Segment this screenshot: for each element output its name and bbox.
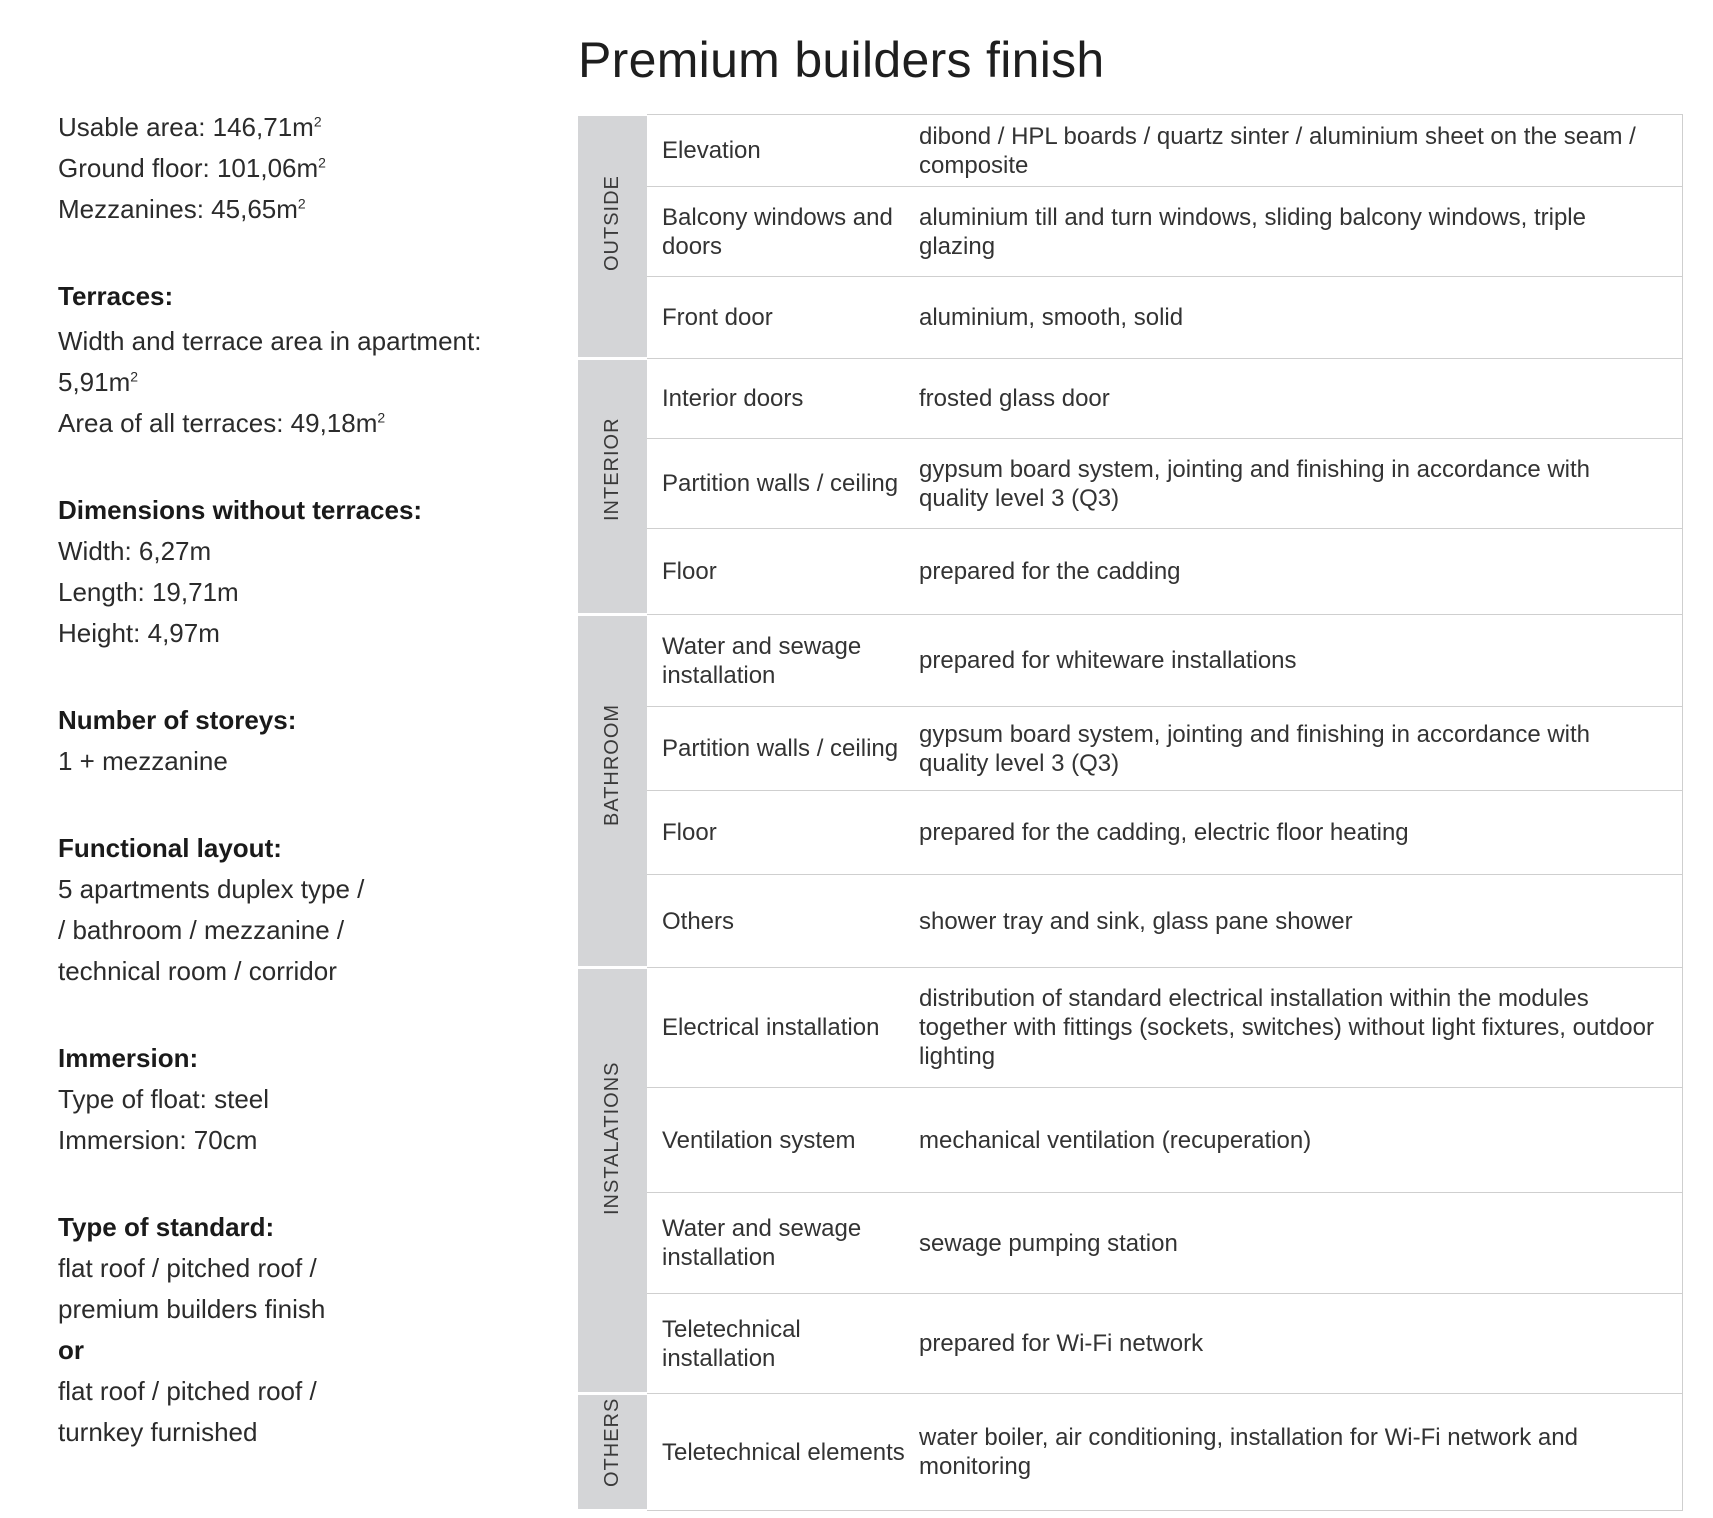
item-name: Partition walls / ceiling <box>647 439 915 529</box>
item-name: Balcony windows and doors <box>647 187 915 277</box>
page-title: Premium builders finish <box>578 32 1105 88</box>
item-value: aluminium, smooth, solid <box>915 277 1683 359</box>
item-value: dibond / HPL boards / quartz sinter / aluminium sheet on the seam / composite <box>915 115 1683 187</box>
item-name: Floor <box>647 529 915 615</box>
table-row <box>578 615 1683 707</box>
storeys-value: 1 + mezzanine <box>58 746 228 776</box>
storeys-heading: Number of storeys: <box>58 705 297 735</box>
item-name: Partition walls / ceiling <box>647 707 915 791</box>
standard-heading: Type of standard: <box>58 1212 275 1242</box>
item-name: Teletechnical elements <box>647 1394 915 1511</box>
table-row <box>578 1394 1683 1511</box>
item-value: shower tray and sink, glass pane shower <box>915 875 1683 968</box>
standard-or: or <box>58 1335 84 1365</box>
standard-line-2: premium builders finish <box>58 1294 326 1324</box>
table-row <box>578 529 1683 615</box>
dimension-height: Height: 4,97m <box>58 618 220 648</box>
dimensions-heading: Dimensions without terraces: <box>58 495 423 525</box>
table-row <box>578 1294 1683 1394</box>
specs-column <box>58 107 528 1453</box>
item-value: mechanical ventilation (recuperation) <box>915 1088 1683 1193</box>
table-row <box>578 707 1683 791</box>
standard-line-3: flat roof / pitched roof / <box>58 1376 317 1406</box>
item-name: Floor <box>647 791 915 875</box>
finish-spec-table <box>578 113 1683 1512</box>
table-row <box>578 968 1683 1088</box>
item-name: Ventilation system <box>647 1088 915 1193</box>
table-row <box>578 1088 1683 1193</box>
item-name: Water and sewage installation <box>647 615 915 707</box>
terraces-heading: Terraces: <box>58 281 174 311</box>
category-outside: OUTSIDE <box>578 115 647 359</box>
table-row <box>578 359 1683 439</box>
item-name: Interior doors <box>647 359 915 439</box>
table-row <box>578 115 1683 187</box>
item-name: Electrical installation <box>647 968 915 1088</box>
usable-area: Usable area: $146,71m^2$ <box>58 112 322 142</box>
immersion-heading: Immersion: <box>58 1043 199 1073</box>
item-name: Front door <box>647 277 915 359</box>
all-terraces-area: Area of all terraces: $49,18m^2$ <box>58 408 386 438</box>
item-value: frosted glass door <box>915 359 1683 439</box>
table-row <box>578 875 1683 968</box>
terrace-line-1: Width and terrace area in apartment: <box>58 326 482 356</box>
item-name: Teletechnical installation <box>647 1294 915 1394</box>
item-value: prepared for the cadding, electric floor heating <box>915 791 1683 875</box>
standard-line-1: flat roof / pitched roof / <box>58 1253 317 1283</box>
item-value: water boiler, air conditioning, installation for Wi-Fi network and monitoring <box>915 1394 1683 1511</box>
table-row <box>578 439 1683 529</box>
float-type: Type of float: steel <box>58 1084 270 1114</box>
layout-heading: Functional layout: <box>58 833 282 863</box>
mezzanines-area: Mezzanines: $45,65m^2$ <box>58 194 306 224</box>
item-value: prepared for whiteware installations <box>915 615 1683 707</box>
item-name: Water and sewage installation <box>647 1193 915 1294</box>
item-value: aluminium till and turn windows, sliding balcony windows, triple glazing <box>915 187 1683 277</box>
standard-line-4: turnkey furnished <box>58 1417 258 1447</box>
table-row <box>578 187 1683 277</box>
item-name: Others <box>647 875 915 968</box>
category-bathroom: BATHROOM <box>578 615 647 968</box>
item-value: sewage pumping station <box>915 1193 1683 1294</box>
dimension-length: Length: 19,71m <box>58 577 239 607</box>
layout-line-3: technical room / corridor <box>58 956 337 986</box>
table-row <box>578 277 1683 359</box>
dimension-width: Width: 6,27m <box>58 536 212 566</box>
item-value: gypsum board system, jointing and finishing in accordance with quality level 3 (Q3) <box>915 707 1683 791</box>
category-installations: INSTALATIONS <box>578 968 647 1394</box>
category-others: OTHERS <box>578 1394 647 1511</box>
item-value: prepared for Wi-Fi network <box>915 1294 1683 1394</box>
item-value: prepared for the cadding <box>915 529 1683 615</box>
table-row <box>578 791 1683 875</box>
terrace-area: $5,91m^2$ <box>58 367 139 397</box>
category-interior: INTERIOR <box>578 359 647 615</box>
ground-floor-area: Ground floor: $101,06m^2$ <box>58 153 326 183</box>
layout-line-1: 5 apartments duplex type / <box>58 874 365 904</box>
item-value: gypsum board system, jointing and finishing in accordance with quality level 3 (Q3) <box>915 439 1683 529</box>
layout-line-2: / bathroom / mezzanine / <box>58 915 345 945</box>
table-row <box>578 1193 1683 1294</box>
item-value: distribution of standard electrical installation within the modules together with fittings (sockets, switches) without light fixtures, outdoor lighting <box>915 968 1683 1088</box>
item-name: Elevation <box>647 115 915 187</box>
immersion-depth: Immersion: 70cm <box>58 1125 258 1155</box>
